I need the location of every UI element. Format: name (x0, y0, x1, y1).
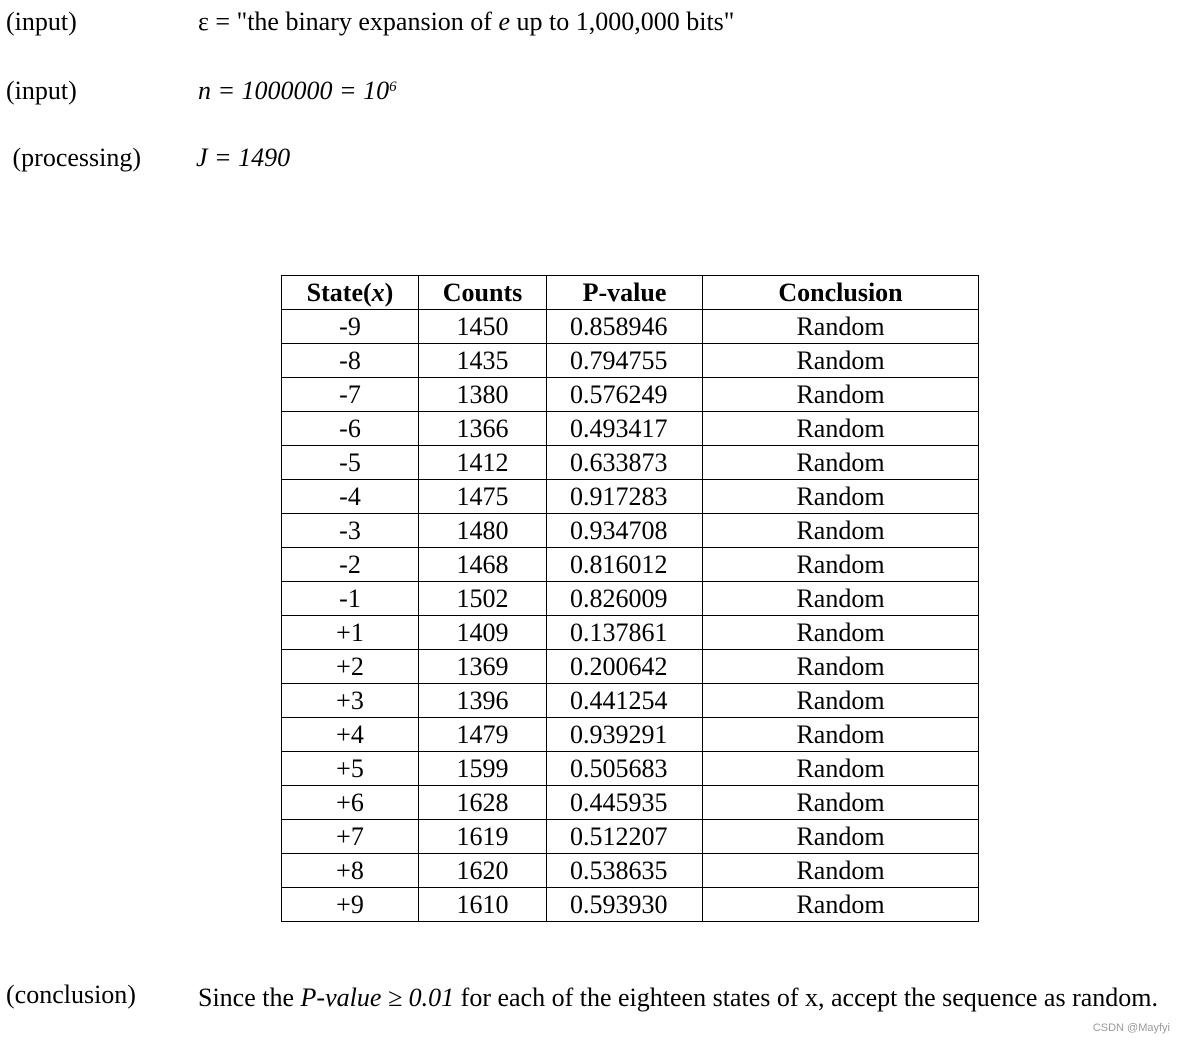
table-row (282, 616, 979, 650)
header-state: State(x) (282, 276, 419, 310)
cell-pvalue: 0.493417 (547, 412, 703, 446)
cell-pvalue: 0.512207 (547, 820, 703, 854)
cell-counts: 1412 (419, 446, 547, 480)
cell-counts: 1610 (419, 888, 547, 922)
table-row (282, 820, 979, 854)
cell-conclusion: Random (703, 888, 979, 922)
header-pvalue: P-value (547, 276, 703, 310)
table-row (282, 446, 979, 480)
table-row (282, 684, 979, 718)
cell-conclusion: Random (703, 650, 979, 684)
cell-state: +6 (282, 786, 419, 820)
epsilon-var: e (498, 7, 511, 36)
cell-state: -6 (282, 412, 419, 446)
cell-state: +5 (282, 752, 419, 786)
epsilon-definition (198, 7, 734, 37)
cell-counts: 1468 (419, 548, 547, 582)
cell-state: -5 (282, 446, 419, 480)
cell-state: +2 (282, 650, 419, 684)
j-definition (196, 143, 290, 173)
cell-state: +9 (282, 888, 419, 922)
cell-conclusion: Random (703, 854, 979, 888)
cell-counts: 1380 (419, 378, 547, 412)
cell-counts: 1366 (419, 412, 547, 446)
cell-conclusion: Random (703, 820, 979, 854)
table-row (282, 854, 979, 888)
cell-pvalue: 0.445935 (547, 786, 703, 820)
cell-counts: 1480 (419, 514, 547, 548)
header-conclusion: Conclusion (703, 276, 979, 310)
cell-conclusion: Random (703, 684, 979, 718)
table-row (282, 888, 979, 922)
cell-pvalue: 0.593930 (547, 888, 703, 922)
cell-conclusion: Random (703, 378, 979, 412)
conclusion-text: Since the P-value ≥ 0.01 for each of the eighteen states of x, accept the sequence as random. (198, 983, 1159, 1012)
cell-state: -4 (282, 480, 419, 514)
cell-conclusion: Random (703, 582, 979, 616)
cell-conclusion: Random (703, 548, 979, 582)
cell-conclusion: Random (703, 616, 979, 650)
cell-state: -1 (282, 582, 419, 616)
cell-counts: 1396 (419, 684, 547, 718)
cell-state: +8 (282, 854, 419, 888)
table-row (282, 344, 979, 378)
input-line-epsilon (6, 7, 77, 37)
cell-pvalue: 0.576249 (547, 378, 703, 412)
cell-conclusion: Random (703, 514, 979, 548)
results-table (281, 275, 979, 922)
cell-pvalue: 0.826009 (547, 582, 703, 616)
cell-pvalue: 0.934708 (547, 514, 703, 548)
cell-conclusion: Random (703, 718, 979, 752)
cell-counts: 1628 (419, 786, 547, 820)
table-row (282, 412, 979, 446)
cell-pvalue: 0.794755 (547, 344, 703, 378)
cell-state: +4 (282, 718, 419, 752)
cell-pvalue: 0.816012 (547, 548, 703, 582)
n-text: n = 1000000 = 10 (198, 76, 390, 105)
conclusion-label: (conclusion) (6, 980, 136, 1009)
n-definition (198, 76, 397, 106)
table-row (282, 650, 979, 684)
table-row (282, 310, 979, 344)
table-row (282, 548, 979, 582)
cell-counts: 1479 (419, 718, 547, 752)
cell-pvalue: 0.538635 (547, 854, 703, 888)
table-row (282, 718, 979, 752)
cell-pvalue: 0.441254 (547, 684, 703, 718)
cell-pvalue: 0.917283 (547, 480, 703, 514)
cell-state: -7 (282, 378, 419, 412)
epsilon-pre: ε = "the binary expansion of (198, 7, 499, 36)
cell-conclusion: Random (703, 786, 979, 820)
epsilon-post: up to 1,000,000 bits" (510, 7, 735, 36)
header-counts: Counts (419, 276, 547, 310)
line-label: (processing) (6, 143, 142, 172)
cell-pvalue: 0.200642 (547, 650, 703, 684)
cell-state: +7 (282, 820, 419, 854)
input-line-n (6, 76, 77, 106)
watermark: CSDN @Mayfyi (1092, 1022, 1170, 1034)
cell-state: -3 (282, 514, 419, 548)
line-label: (input) (6, 7, 77, 36)
line-label: (input) (6, 76, 77, 105)
j-text: J = 1490 (196, 143, 291, 172)
cell-state: -8 (282, 344, 419, 378)
n-exponent: 6 (389, 79, 397, 95)
cell-state: -2 (282, 548, 419, 582)
cell-state: -9 (282, 310, 419, 344)
table-row (282, 786, 979, 820)
cell-counts: 1409 (419, 616, 547, 650)
cell-counts: 1475 (419, 480, 547, 514)
cell-conclusion: Random (703, 480, 979, 514)
cell-conclusion: Random (703, 752, 979, 786)
cell-state: +1 (282, 616, 419, 650)
cell-pvalue: 0.858946 (547, 310, 703, 344)
cell-state: +3 (282, 684, 419, 718)
table-row (282, 514, 979, 548)
table-header-row (282, 276, 979, 310)
table-row (282, 378, 979, 412)
cell-conclusion: Random (703, 412, 979, 446)
table-row (282, 480, 979, 514)
cell-pvalue: 0.137861 (547, 616, 703, 650)
cell-counts: 1619 (419, 820, 547, 854)
pvalue-criterion: P-value ≥ 0.01 (300, 983, 455, 1012)
cell-pvalue: 0.939291 (547, 718, 703, 752)
cell-conclusion: Random (703, 310, 979, 344)
processing-line (6, 143, 141, 173)
cell-counts: 1450 (419, 310, 547, 344)
cell-counts: 1502 (419, 582, 547, 616)
cell-pvalue: 0.505683 (547, 752, 703, 786)
cell-pvalue: 0.633873 (547, 446, 703, 480)
cell-conclusion: Random (703, 446, 979, 480)
table-row (282, 752, 979, 786)
table-row (282, 582, 979, 616)
cell-conclusion: Random (703, 344, 979, 378)
cell-counts: 1435 (419, 344, 547, 378)
cell-counts: 1599 (419, 752, 547, 786)
cell-counts: 1369 (419, 650, 547, 684)
cell-counts: 1620 (419, 854, 547, 888)
